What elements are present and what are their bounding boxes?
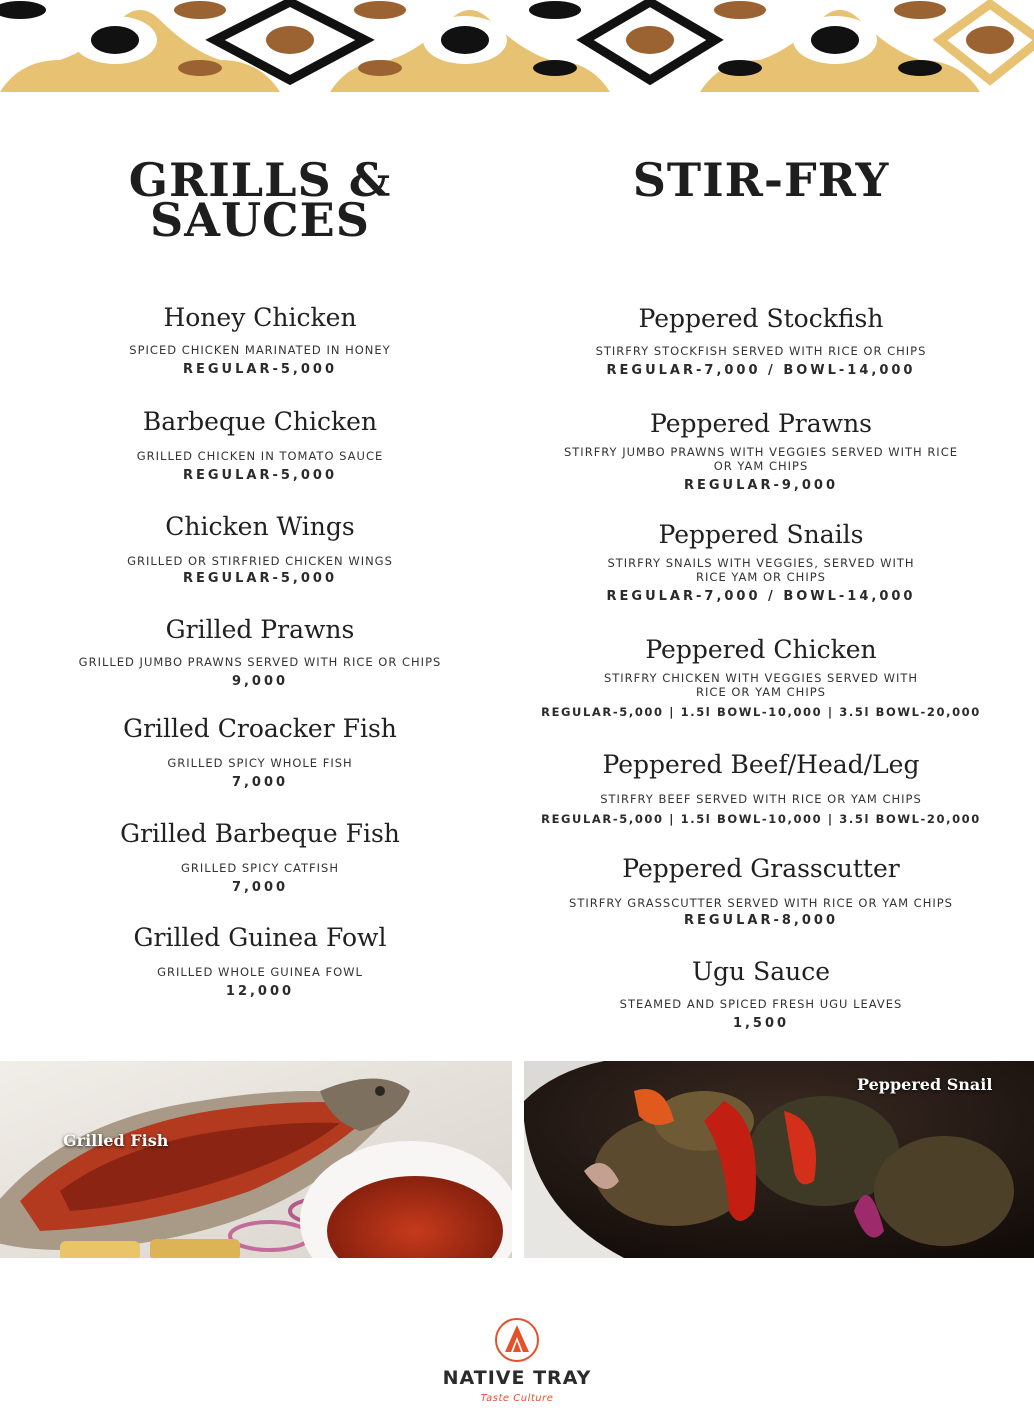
item-price: 7,000 bbox=[231, 880, 289, 895]
item-name: Chicken Wings bbox=[165, 512, 355, 541]
menu-item bbox=[511, 750, 1011, 828]
item-description: STIRFRY STOCKFISH SERVED WITH RICE OR CHIPS bbox=[595, 344, 927, 358]
item-description: GRILLED SPICY CATFISH bbox=[180, 861, 339, 875]
stirfry-title: STIR-FRY bbox=[632, 153, 890, 207]
item-description: STIRFRY BEEF SERVED WITH RICE OR YAM CHIPS bbox=[600, 792, 922, 806]
item-price: REGULAR-8,000 bbox=[684, 913, 838, 928]
item-name: Grilled Croacker Fish bbox=[123, 714, 397, 743]
logo-emblem-icon bbox=[494, 1317, 540, 1363]
peppered-snail-label: Peppered Snail bbox=[857, 1075, 993, 1094]
item-description: STIRFRY SNAILS WITH VEGGIES, SERVED WITH RICE YAM OR CHIPS bbox=[607, 556, 915, 584]
item-description: GRILLED OR STIRFRIED CHICKEN WINGS bbox=[127, 554, 393, 568]
item-price: 1,500 bbox=[732, 1016, 790, 1031]
item-name: Grilled Prawns bbox=[165, 615, 355, 644]
item-price: REGULAR-7,000 / BOWL-14,000 bbox=[606, 363, 916, 378]
item-name: Grilled Guinea Fowl bbox=[133, 923, 387, 952]
item-description: STEAMED AND SPICED FRESH UGU LEAVES bbox=[619, 997, 903, 1011]
item-description: STIRFRY GRASSCUTTER SERVED WITH RICE OR YAM CHIPS bbox=[569, 896, 953, 910]
item-price: REGULAR-7,000 / BOWL-14,000 bbox=[606, 589, 916, 604]
item-name: Ugu Sauce bbox=[691, 957, 831, 986]
item-description: STIRFRY JUMBO PRAWNS WITH VEGGIES SERVED WITH RICE OR YAM CHIPS bbox=[563, 445, 958, 473]
peppered-snail-photo bbox=[524, 1061, 1034, 1258]
brand-tagline: Taste Culture bbox=[480, 1393, 554, 1404]
item-name: Peppered Chicken bbox=[645, 635, 877, 664]
item-price: REGULAR-5,000 | 1.5l BOWL-10,000 | 3.5l BOWL-20,000 bbox=[541, 705, 981, 719]
item-price: REGULAR-5,000 bbox=[183, 362, 337, 377]
item-description: SPICED CHICKEN MARINATED IN HONEY bbox=[129, 343, 391, 357]
grills-column bbox=[10, 150, 510, 1050]
menu-item bbox=[10, 615, 510, 691]
menu-item bbox=[10, 512, 510, 588]
item-price: REGULAR-5,000 bbox=[183, 468, 337, 483]
menu-item bbox=[10, 819, 510, 897]
menu-item bbox=[511, 635, 1011, 721]
native-tray-logo bbox=[417, 1313, 617, 1413]
menu-item bbox=[10, 714, 510, 792]
item-description: STIRFRY CHICKEN WITH VEGGIES SERVED WITH RICE OR YAM CHIPS bbox=[603, 671, 919, 699]
menu-item bbox=[511, 854, 1011, 930]
menu-item bbox=[10, 407, 510, 485]
menu-item bbox=[10, 923, 510, 1001]
brand-name: NATIVE TRAY bbox=[442, 1367, 592, 1389]
menu-item bbox=[511, 409, 1011, 495]
item-name: Barbeque Chicken bbox=[142, 407, 378, 436]
item-price: REGULAR-5,000 | 1.5l BOWL-10,000 | 3.5l BOWL-20,000 bbox=[541, 812, 981, 826]
item-description: GRILLED CHICKEN IN TOMATO SAUCE bbox=[136, 449, 384, 463]
stirfry-column bbox=[511, 150, 1011, 1050]
item-name: Peppered Beef/Head/Leg bbox=[602, 750, 920, 779]
item-price: REGULAR-9,000 bbox=[684, 478, 838, 493]
grills-title-line1: GRILLS & bbox=[128, 153, 392, 207]
grilled-fish-illustration bbox=[0, 1061, 512, 1258]
item-name: Grilled Barbeque Fish bbox=[120, 819, 400, 848]
item-price: 12,000 bbox=[225, 984, 295, 999]
item-description: GRILLED SPICY WHOLE FISH bbox=[167, 756, 353, 770]
item-price: 9,000 bbox=[231, 674, 289, 689]
item-price: 7,000 bbox=[231, 775, 289, 790]
grilled-fish-photo bbox=[0, 1061, 512, 1258]
grilled-fish-label: Grilled Fish bbox=[63, 1131, 169, 1150]
item-name: Honey Chicken bbox=[163, 303, 357, 332]
menu-item bbox=[511, 520, 1011, 606]
item-description: GRILLED JUMBO PRAWNS SERVED WITH RICE OR CHIPS bbox=[78, 655, 442, 669]
item-name: Peppered Grasscutter bbox=[622, 854, 900, 883]
menu-item bbox=[511, 957, 1011, 1033]
menu-item bbox=[10, 303, 510, 379]
menu-item bbox=[511, 304, 1011, 380]
item-description: GRILLED WHOLE GUINEA FOWL bbox=[157, 965, 363, 979]
item-name: Peppered Stockfish bbox=[638, 304, 884, 333]
item-name: Peppered Prawns bbox=[650, 409, 872, 438]
item-name: Peppered Snails bbox=[658, 520, 864, 549]
grills-title-line2: SAUCES bbox=[150, 193, 370, 247]
decorative-pattern-banner bbox=[0, 0, 1034, 100]
item-price: REGULAR-5,000 bbox=[183, 571, 337, 586]
grills-title bbox=[10, 153, 510, 247]
